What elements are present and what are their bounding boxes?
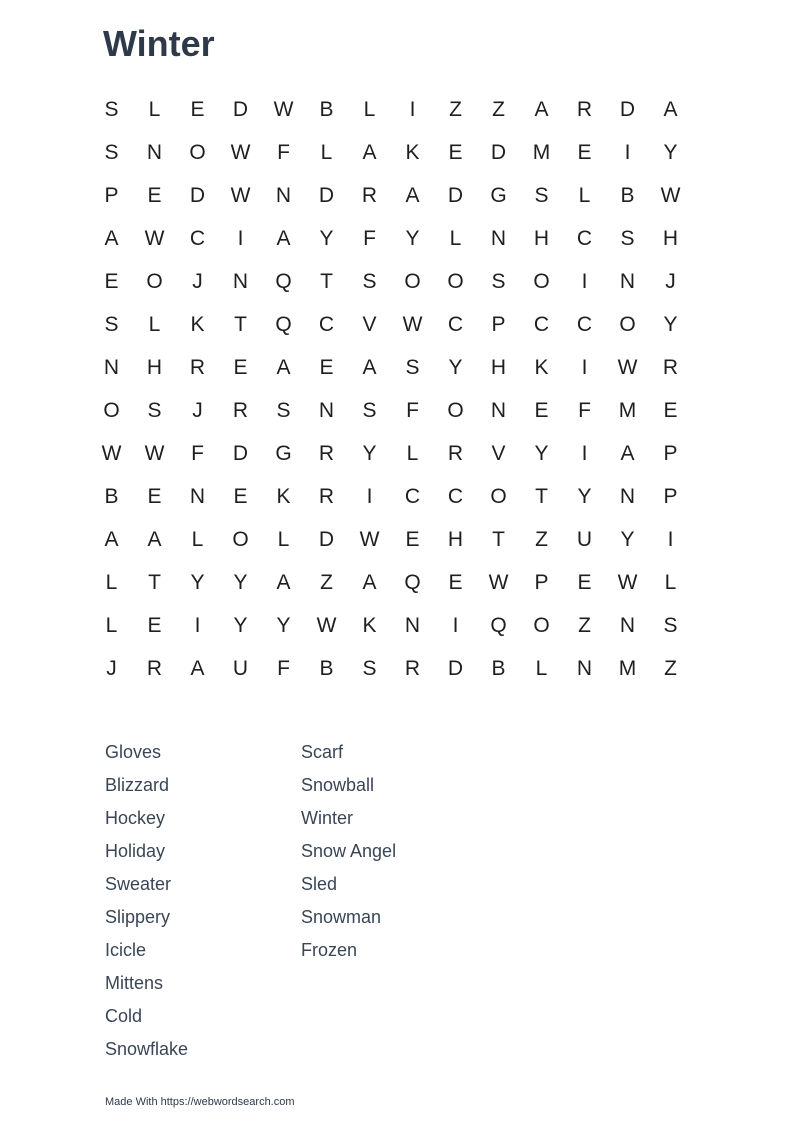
- grid-cell[interactable]: P: [491, 313, 506, 336]
- grid-cell[interactable]: W: [273, 98, 294, 121]
- grid-cell[interactable]: S: [362, 657, 377, 680]
- grid-cell[interactable]: D: [318, 528, 335, 551]
- grid-cell[interactable]: L: [449, 227, 462, 250]
- grid-cell[interactable]: O: [533, 614, 550, 637]
- grid-cell[interactable]: B: [491, 657, 506, 680]
- grid-cell[interactable]: A: [104, 227, 119, 250]
- grid-cell[interactable]: W: [230, 141, 251, 164]
- grid-cell[interactable]: D: [447, 184, 464, 207]
- grid-cell[interactable]: S: [663, 614, 678, 637]
- grid-cell[interactable]: B: [620, 184, 635, 207]
- grid-cell[interactable]: I: [237, 227, 244, 250]
- grid-row: [90, 389, 692, 432]
- grid-cell[interactable]: N: [619, 485, 636, 508]
- grid-cell[interactable]: Y: [620, 528, 635, 551]
- grid-cell[interactable]: A: [104, 528, 119, 551]
- grid-cell[interactable]: Y: [190, 571, 205, 594]
- grid-cell[interactable]: P: [663, 485, 678, 508]
- grid-cell[interactable]: E: [663, 399, 678, 422]
- grid-cell[interactable]: J: [192, 399, 203, 422]
- grid-cell[interactable]: I: [194, 614, 201, 637]
- grid-cell[interactable]: L: [320, 141, 333, 164]
- grid-cell[interactable]: Z: [320, 571, 333, 594]
- grid-cell[interactable]: L: [277, 528, 290, 551]
- grid-cell[interactable]: B: [104, 485, 119, 508]
- grid-cell[interactable]: N: [619, 270, 636, 293]
- grid-cell[interactable]: Y: [448, 356, 463, 379]
- word-list-item: Winter: [301, 808, 354, 828]
- grid-cell[interactable]: R: [662, 356, 679, 379]
- grid-cell[interactable]: I: [581, 270, 588, 293]
- grid-cell[interactable]: Z: [492, 98, 505, 121]
- grid-cell[interactable]: E: [104, 270, 119, 293]
- word-list-item: Icicle: [105, 940, 147, 960]
- grid-cell[interactable]: K: [534, 356, 549, 379]
- grid-cell[interactable]: J: [192, 270, 203, 293]
- word-list-item: Snow Angel: [301, 841, 397, 861]
- grid-cell[interactable]: S: [620, 227, 635, 250]
- word-list-item: Sled: [301, 874, 338, 894]
- grid-cell[interactable]: Q: [404, 571, 421, 594]
- grid-cell[interactable]: D: [447, 657, 464, 680]
- grid-row: [90, 131, 692, 174]
- grid-cell[interactable]: Y: [319, 227, 334, 250]
- grid-cell[interactable]: H: [447, 528, 464, 551]
- word-list-item: Cold: [105, 1006, 143, 1026]
- grid-cell[interactable]: R: [447, 442, 464, 465]
- grid-cell[interactable]: W: [316, 614, 337, 637]
- grid-cell[interactable]: T: [535, 485, 548, 508]
- grid-cell[interactable]: E: [147, 614, 162, 637]
- grid-cell[interactable]: A: [534, 98, 549, 121]
- grid-cell[interactable]: L: [406, 442, 419, 465]
- grid-cell[interactable]: N: [619, 614, 636, 637]
- grid-cell[interactable]: T: [492, 528, 505, 551]
- grid-cell[interactable]: Y: [663, 313, 678, 336]
- grid-cell[interactable]: L: [535, 657, 548, 680]
- grid-cell[interactable]: B: [319, 98, 334, 121]
- grid-cell[interactable]: H: [533, 227, 550, 250]
- grid-cell[interactable]: Z: [535, 528, 548, 551]
- grid-cell[interactable]: O: [146, 270, 163, 293]
- grid-cell[interactable]: P: [663, 442, 678, 465]
- grid-cell[interactable]: J: [106, 657, 117, 680]
- grid-cell[interactable]: I: [581, 356, 588, 379]
- grid-cell[interactable]: E: [534, 399, 549, 422]
- grid-cell[interactable]: A: [362, 356, 377, 379]
- grid-cell[interactable]: W: [660, 184, 681, 207]
- grid-cell[interactable]: F: [191, 442, 204, 465]
- grid-cell[interactable]: C: [533, 313, 550, 336]
- grid-cell[interactable]: J: [665, 270, 676, 293]
- word-list-item: Mittens: [105, 973, 164, 993]
- grid-cell[interactable]: Y: [233, 571, 248, 594]
- grid-cell[interactable]: S: [147, 399, 162, 422]
- grid-cell[interactable]: E: [190, 98, 205, 121]
- grid-cell[interactable]: S: [491, 270, 506, 293]
- word-list-item: Snowflake: [105, 1039, 189, 1059]
- grid-cell[interactable]: P: [104, 184, 119, 207]
- word-column-1: [105, 736, 301, 1066]
- grid-cell[interactable]: Y: [577, 485, 592, 508]
- grid-cell[interactable]: C: [404, 485, 421, 508]
- grid-cell[interactable]: Y: [362, 442, 377, 465]
- grid-cell[interactable]: C: [318, 313, 335, 336]
- grid-cell[interactable]: H: [662, 227, 679, 250]
- grid-cell[interactable]: S: [534, 184, 549, 207]
- grid-cell[interactable]: Z: [449, 98, 462, 121]
- grid-row: [90, 260, 692, 303]
- page-title: Winter: [103, 23, 215, 64]
- grid-cell[interactable]: L: [664, 571, 677, 594]
- grid-cell[interactable]: C: [447, 313, 464, 336]
- word-list-item: Frozen: [301, 940, 358, 960]
- grid-cell[interactable]: O: [447, 399, 464, 422]
- grid-cell[interactable]: R: [361, 184, 378, 207]
- grid-cell[interactable]: A: [276, 227, 291, 250]
- grid-cell[interactable]: A: [190, 657, 205, 680]
- grid-cell[interactable]: T: [320, 270, 333, 293]
- grid-cell[interactable]: D: [490, 141, 507, 164]
- grid-row: [90, 217, 692, 260]
- grid-cell[interactable]: K: [190, 313, 205, 336]
- grid-cell[interactable]: W: [617, 356, 638, 379]
- grid-cell[interactable]: O: [533, 270, 550, 293]
- grid-cell[interactable]: Y: [663, 141, 678, 164]
- grid-cell[interactable]: Q: [275, 270, 292, 293]
- grid-cell[interactable]: U: [576, 528, 593, 551]
- grid-cell[interactable]: O: [619, 313, 636, 336]
- grid-cell[interactable]: E: [233, 485, 248, 508]
- grid-cell[interactable]: U: [232, 657, 249, 680]
- grid-cell[interactable]: N: [275, 184, 292, 207]
- grid-cell[interactable]: C: [576, 227, 593, 250]
- grid-cell[interactable]: I: [667, 528, 674, 551]
- grid-cell[interactable]: S: [362, 399, 377, 422]
- grid-cell[interactable]: G: [490, 184, 507, 207]
- grid-cell[interactable]: T: [234, 313, 247, 336]
- grid-cell[interactable]: W: [402, 313, 423, 336]
- grid-cell[interactable]: L: [105, 614, 118, 637]
- grid-cell[interactable]: Z: [664, 657, 677, 680]
- grid-cell[interactable]: Y: [405, 227, 420, 250]
- grid-cell[interactable]: F: [363, 227, 376, 250]
- grid-cell[interactable]: O: [232, 528, 249, 551]
- grid-cell[interactable]: D: [232, 442, 249, 465]
- grid-cell[interactable]: N: [490, 399, 507, 422]
- grid-row: [90, 432, 692, 475]
- grid-cell[interactable]: W: [144, 442, 165, 465]
- grid-cell[interactable]: S: [104, 98, 119, 121]
- grid-cell[interactable]: I: [581, 442, 588, 465]
- grid-cell[interactable]: A: [362, 571, 377, 594]
- grid-cell[interactable]: O: [103, 399, 120, 422]
- grid-cell[interactable]: Y: [276, 614, 291, 637]
- grid-row: [90, 647, 692, 690]
- grid-cell[interactable]: A: [620, 442, 635, 465]
- grid-cell[interactable]: D: [318, 184, 335, 207]
- grid-cell[interactable]: S: [276, 399, 291, 422]
- grid-cell[interactable]: W: [230, 184, 251, 207]
- grid-cell[interactable]: R: [318, 485, 335, 508]
- grid-cell[interactable]: L: [363, 98, 376, 121]
- grid-cell[interactable]: N: [490, 227, 507, 250]
- grid-cell[interactable]: N: [318, 399, 335, 422]
- grid-cell[interactable]: A: [147, 528, 162, 551]
- grid-row: [90, 518, 692, 561]
- grid-cell[interactable]: Z: [578, 614, 591, 637]
- grid-cell[interactable]: E: [147, 184, 162, 207]
- grid-cell[interactable]: L: [191, 528, 204, 551]
- grid-cell[interactable]: A: [276, 571, 291, 594]
- grid-cell[interactable]: A: [362, 141, 377, 164]
- grid-cell[interactable]: L: [105, 571, 118, 594]
- grid-cell[interactable]: N: [404, 614, 421, 637]
- grid-cell[interactable]: O: [189, 141, 206, 164]
- grid-cell[interactable]: P: [534, 571, 549, 594]
- grid-cell[interactable]: L: [148, 313, 161, 336]
- grid-row: [90, 604, 692, 647]
- word-list-item: Hockey: [105, 808, 166, 828]
- grid-cell[interactable]: D: [232, 98, 249, 121]
- grid-cell[interactable]: E: [319, 356, 334, 379]
- grid-cell[interactable]: D: [189, 184, 206, 207]
- word-list-item: Blizzard: [105, 775, 170, 795]
- word-list-item: Sweater: [105, 874, 172, 894]
- footer-credit: Made With https://webwordsearch.com: [105, 1096, 295, 1108]
- grid-cell[interactable]: F: [277, 141, 290, 164]
- grid-cell[interactable]: R: [146, 657, 163, 680]
- grid-cell[interactable]: S: [362, 270, 377, 293]
- grid-cell[interactable]: F: [406, 399, 419, 422]
- grid-cell[interactable]: O: [404, 270, 421, 293]
- grid-cell[interactable]: E: [577, 141, 592, 164]
- word-list-item: Holiday: [105, 841, 166, 861]
- grid-cell[interactable]: C: [447, 485, 464, 508]
- grid-cell[interactable]: Y: [233, 614, 248, 637]
- grid-cell[interactable]: I: [452, 614, 459, 637]
- grid-cell[interactable]: R: [232, 399, 249, 422]
- grid-row: [90, 561, 692, 604]
- grid-cell[interactable]: E: [448, 571, 463, 594]
- grid-cell[interactable]: A: [405, 184, 420, 207]
- grid-cell[interactable]: D: [619, 98, 636, 121]
- grid-row: [90, 88, 692, 131]
- word-list-item: Scarf: [301, 742, 344, 762]
- grid-cell[interactable]: R: [576, 98, 593, 121]
- grid-cell[interactable]: E: [405, 528, 420, 551]
- grid-cell[interactable]: N: [146, 141, 163, 164]
- grid-cell[interactable]: W: [359, 528, 380, 551]
- grid-cell[interactable]: E: [577, 571, 592, 594]
- grid-cell[interactable]: V: [491, 442, 506, 465]
- grid-cell[interactable]: W: [144, 227, 165, 250]
- grid-cell[interactable]: Y: [534, 442, 549, 465]
- grid-cell[interactable]: Q: [490, 614, 507, 637]
- grid-cell[interactable]: A: [276, 356, 291, 379]
- word-list-item: Snowball: [301, 775, 375, 795]
- grid-cell[interactable]: B: [319, 657, 334, 680]
- grid-row: [90, 174, 692, 217]
- grid-cell[interactable]: T: [148, 571, 161, 594]
- grid-cell[interactable]: I: [366, 485, 373, 508]
- grid-cell[interactable]: I: [624, 141, 631, 164]
- grid-cell[interactable]: Q: [275, 313, 292, 336]
- grid-cell[interactable]: N: [189, 485, 206, 508]
- grid-cell[interactable]: G: [275, 442, 292, 465]
- word-list-item: Slippery: [105, 907, 171, 927]
- grid-cell[interactable]: W: [617, 571, 638, 594]
- grid-cell[interactable]: A: [663, 98, 678, 121]
- grid-cell[interactable]: H: [146, 356, 163, 379]
- grid-cell[interactable]: M: [618, 399, 637, 422]
- grid-cell[interactable]: F: [277, 657, 290, 680]
- grid-cell[interactable]: S: [104, 141, 119, 164]
- grid-cell[interactable]: O: [490, 485, 507, 508]
- grid-cell[interactable]: V: [362, 313, 377, 336]
- grid-cell[interactable]: R: [404, 657, 421, 680]
- grid-cell[interactable]: W: [101, 442, 122, 465]
- grid-cell[interactable]: C: [576, 313, 593, 336]
- letter-grid: [90, 88, 692, 690]
- grid-cell[interactable]: K: [276, 485, 291, 508]
- word-list: [105, 736, 501, 1066]
- grid-cell[interactable]: R: [318, 442, 335, 465]
- grid-cell[interactable]: H: [490, 356, 507, 379]
- grid-cell[interactable]: W: [488, 571, 509, 594]
- grid-cell[interactable]: N: [103, 356, 120, 379]
- grid-cell[interactable]: M: [618, 657, 637, 680]
- grid-cell[interactable]: N: [232, 270, 249, 293]
- grid-cell[interactable]: E: [233, 356, 248, 379]
- grid-row: [90, 346, 692, 389]
- grid-cell[interactable]: N: [576, 657, 593, 680]
- grid-cell[interactable]: R: [189, 356, 206, 379]
- word-list-item: Gloves: [105, 742, 162, 762]
- grid-cell[interactable]: F: [578, 399, 591, 422]
- grid-cell[interactable]: E: [147, 485, 162, 508]
- grid-cell[interactable]: S: [104, 313, 119, 336]
- grid-cell[interactable]: O: [447, 270, 464, 293]
- grid-cell[interactable]: K: [362, 614, 377, 637]
- word-column-2: [301, 736, 501, 1066]
- grid-cell[interactable]: C: [189, 227, 206, 250]
- grid-cell[interactable]: E: [448, 141, 463, 164]
- grid-cell[interactable]: L: [148, 98, 161, 121]
- grid-cell[interactable]: S: [405, 356, 420, 379]
- grid-cell[interactable]: I: [409, 98, 416, 121]
- grid-row: [90, 475, 692, 518]
- grid-cell[interactable]: M: [532, 141, 551, 164]
- grid-cell[interactable]: K: [405, 141, 420, 164]
- grid-row: [90, 303, 692, 346]
- grid-cell[interactable]: L: [578, 184, 591, 207]
- word-list-item: Snowman: [301, 907, 382, 927]
